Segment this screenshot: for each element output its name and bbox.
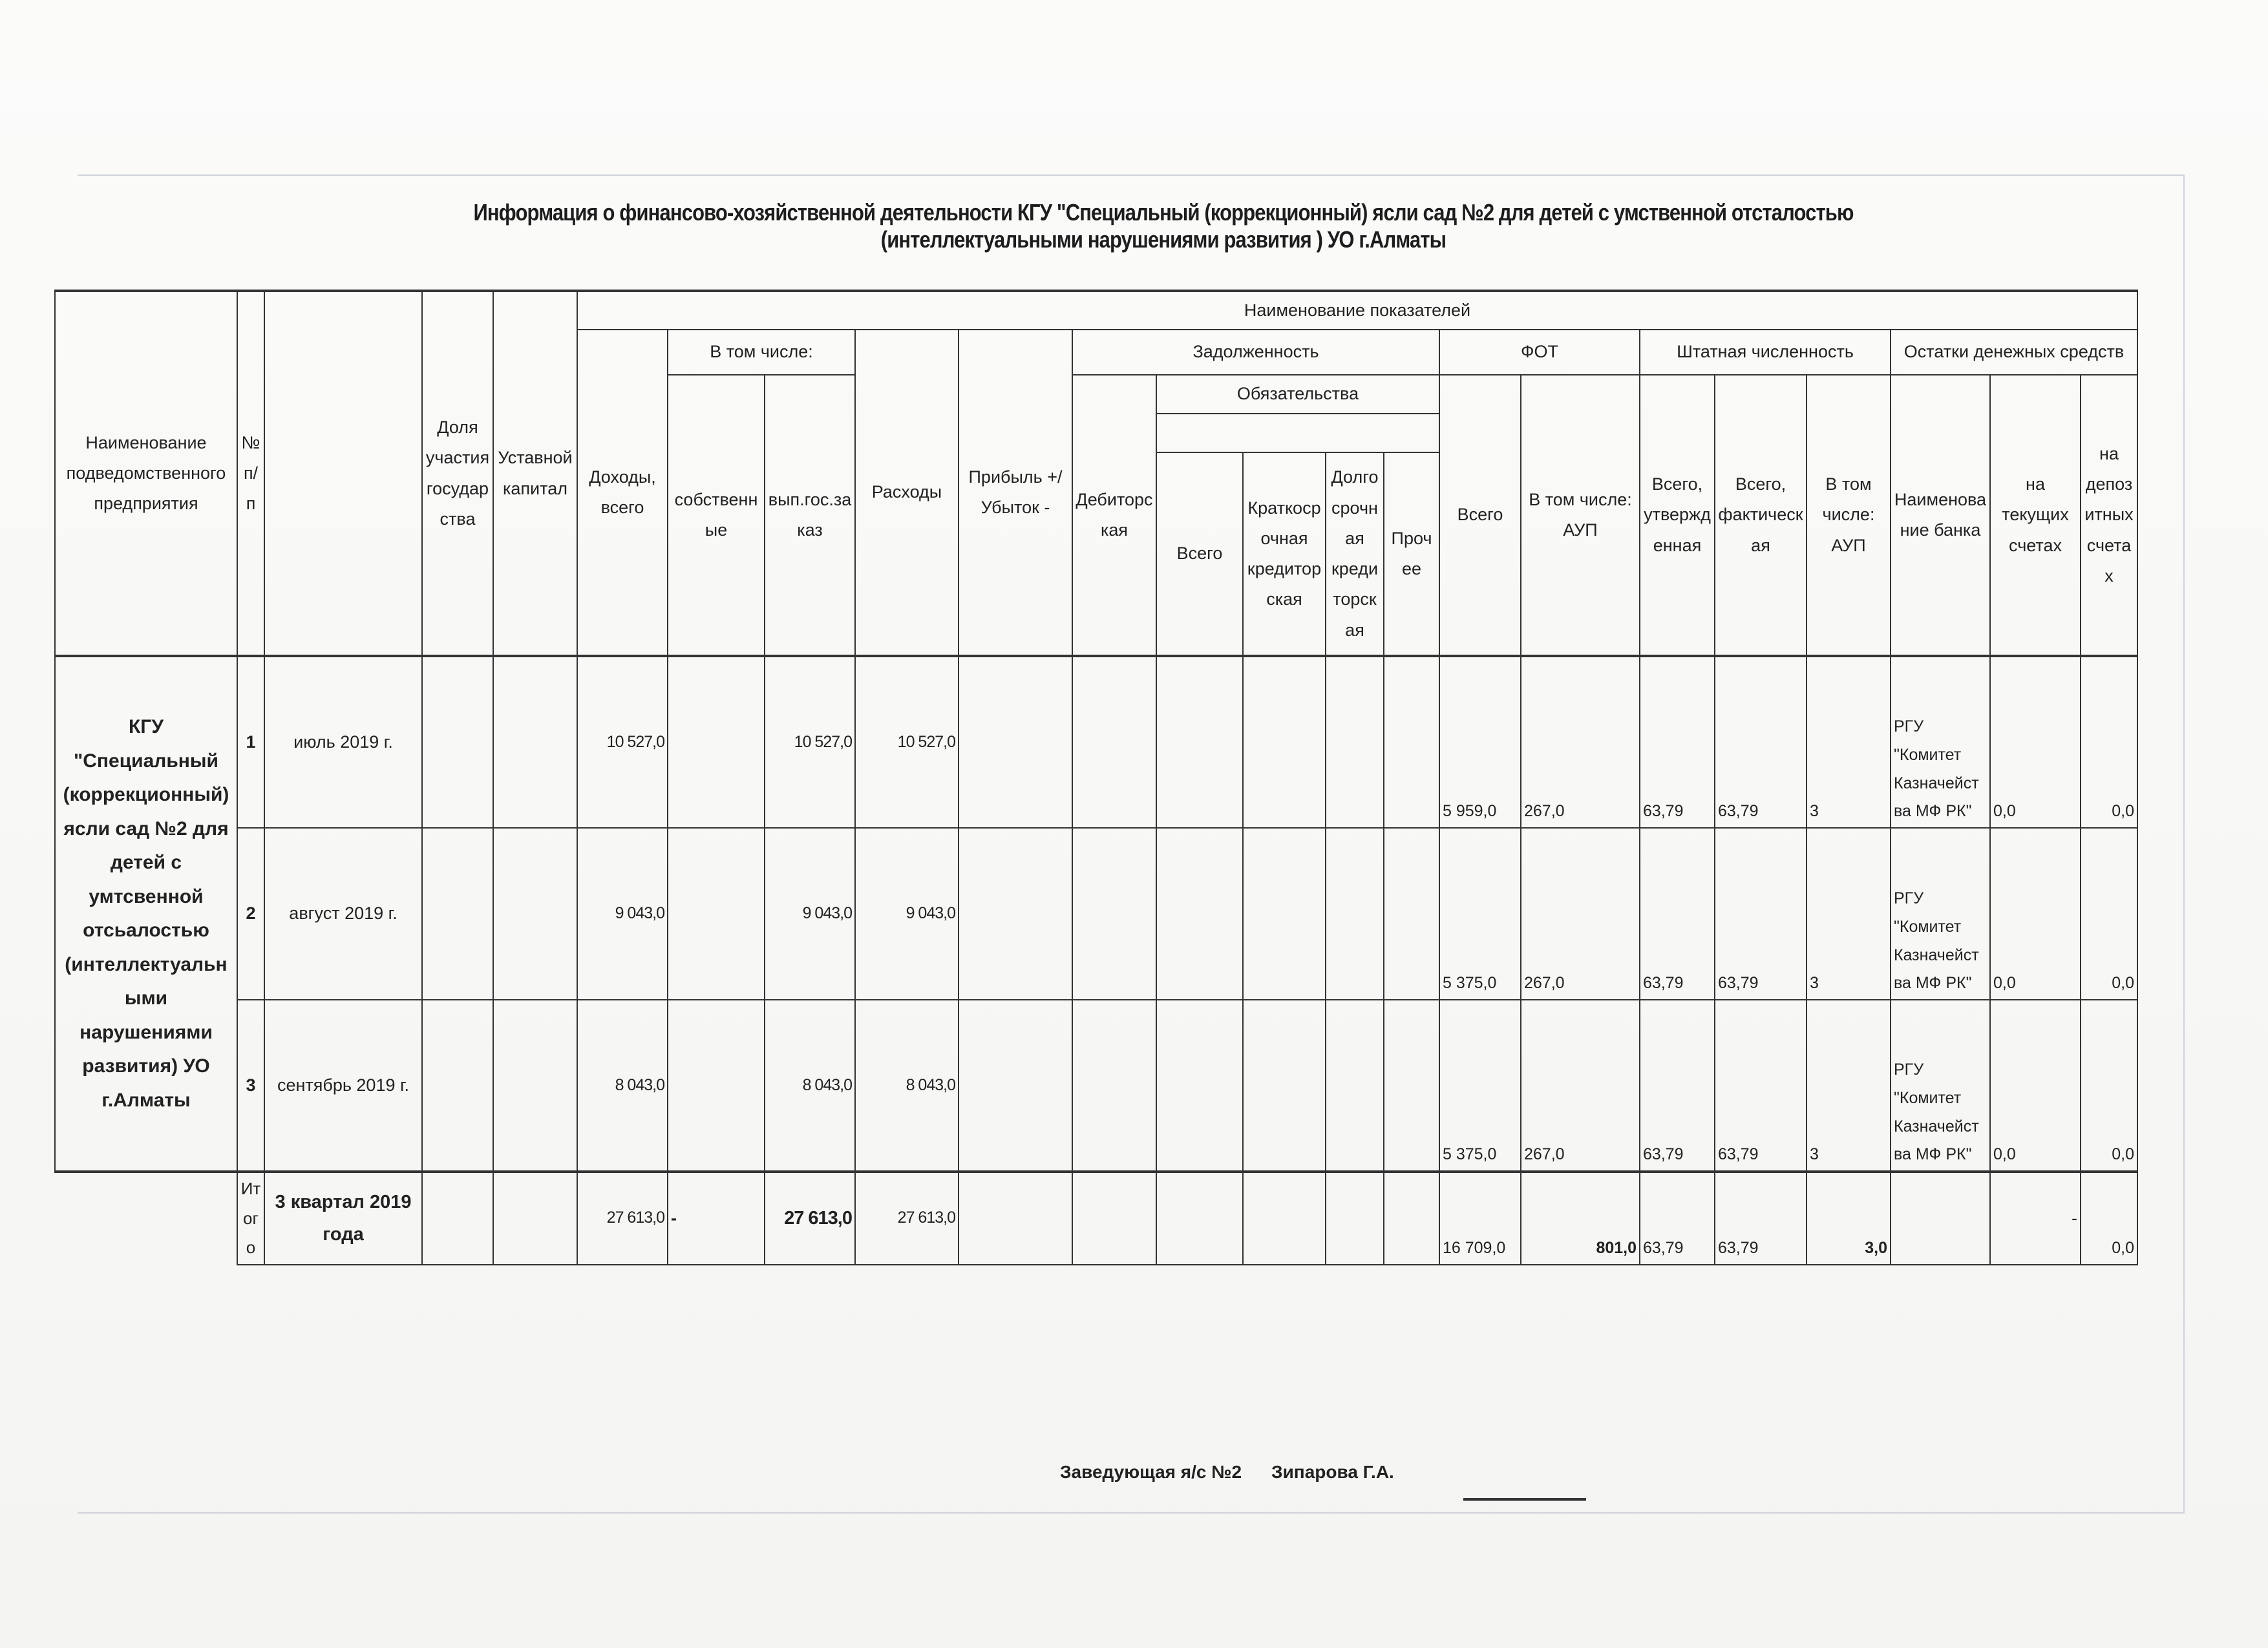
header-profit: Прибыль +/ Убыток - bbox=[959, 330, 1072, 656]
row-expenses: 8 043,0 bbox=[855, 1000, 959, 1172]
row-period: июль 2019 г. bbox=[264, 656, 422, 828]
total-obl-total bbox=[1156, 1172, 1243, 1265]
row-bank: РГУ "Комитет Казначейства МФ РК" bbox=[1891, 1000, 1990, 1172]
row-receivable bbox=[1072, 656, 1156, 828]
row-fot-total: 5 375,0 bbox=[1439, 828, 1521, 1000]
row-short-term bbox=[1243, 656, 1326, 828]
header-fot-total: Всего bbox=[1439, 375, 1521, 656]
header-gov-order: вып.гос.заказ bbox=[765, 375, 855, 656]
row-profit bbox=[959, 828, 1072, 1000]
row-fot-aup: 267,0 bbox=[1521, 656, 1640, 828]
row-period: сентябрь 2019 г. bbox=[264, 1000, 422, 1172]
header-short-term: Краткосрочная кредиторская bbox=[1243, 452, 1326, 656]
row-fot-aup: 267,0 bbox=[1521, 828, 1640, 1000]
total-period: 3 квартал 2019 года bbox=[264, 1172, 422, 1265]
header-staff-actual: Всего, фактическая bbox=[1715, 375, 1807, 656]
enterprise-name: КГУ "Специальный (коррекционный) ясли сад №2 для детей с умтсвенной отсьалостью (интеллектуальными нарушениями развития) УО г.Алматы bbox=[55, 656, 237, 1172]
row-gov: 8 043,0 bbox=[765, 1000, 855, 1172]
row-receivable bbox=[1072, 828, 1156, 1000]
row-obl-total bbox=[1156, 656, 1243, 828]
financial-table bbox=[54, 290, 2138, 1265]
total-approved: 63,79 bbox=[1640, 1172, 1715, 1265]
row-expenses: 9 043,0 bbox=[855, 828, 959, 1000]
row-other bbox=[1384, 656, 1439, 828]
row-bank: РГУ "Комитет Казначейства МФ РК" bbox=[1891, 828, 1990, 1000]
table-row bbox=[55, 828, 2137, 1000]
row-num: 1 bbox=[237, 656, 264, 828]
row-fot-aup: 267,0 bbox=[1521, 1000, 1640, 1172]
scan-frame-top bbox=[78, 174, 2185, 176]
header-capital: Уставной капитал bbox=[493, 291, 577, 656]
header-num: № п/п bbox=[237, 291, 264, 656]
header-current-acc: на текущих счетах bbox=[1990, 375, 2081, 656]
row-aup: 3 bbox=[1807, 1000, 1891, 1172]
header-obligations-sub bbox=[1384, 414, 1439, 452]
total-bank bbox=[1891, 1172, 1990, 1265]
table-row bbox=[55, 1000, 2137, 1172]
row-own bbox=[668, 656, 765, 828]
header-staff-approved: Всего, утвержденная bbox=[1640, 375, 1715, 656]
row-bank: РГУ "Комитет Казначейства МФ РК" bbox=[1891, 656, 1990, 828]
row-fot-total: 5 959,0 bbox=[1439, 656, 1521, 828]
row-approved: 63,79 bbox=[1640, 1000, 1715, 1172]
row-long-term bbox=[1326, 656, 1384, 828]
total-fot-aup: 801,0 bbox=[1521, 1172, 1640, 1265]
signature-line bbox=[1463, 1498, 1586, 1501]
row-income: 10 527,0 bbox=[577, 656, 668, 828]
row-own bbox=[668, 828, 765, 1000]
row-state-share bbox=[422, 828, 493, 1000]
row-expenses: 10 527,0 bbox=[855, 656, 959, 828]
row-period: август 2019 г. bbox=[264, 828, 422, 1000]
header-obl-total: Всего bbox=[1156, 452, 1243, 656]
signer-position: Заведующая я/с №2 bbox=[1060, 1462, 1242, 1482]
header-bank-name: Наименование банка bbox=[1891, 375, 1990, 656]
scan-frame-right bbox=[2183, 174, 2185, 1514]
row-deposit: 0,0 bbox=[2081, 828, 2137, 1000]
row-profit bbox=[959, 1000, 1072, 1172]
header-income-total: Доходы, всего bbox=[577, 330, 668, 656]
row-actual: 63,79 bbox=[1715, 656, 1807, 828]
header-other: Прочее bbox=[1384, 452, 1439, 656]
header-cash: Остатки денежных средств bbox=[1891, 330, 2137, 375]
row-capital bbox=[493, 828, 577, 1000]
header-indicators: Наименование показателей bbox=[577, 291, 2137, 330]
total-fot-total: 16 709,0 bbox=[1439, 1172, 1521, 1265]
row-income: 8 043,0 bbox=[577, 1000, 668, 1172]
row-current: 0,0 bbox=[1990, 1000, 2081, 1172]
signature-block bbox=[1060, 1462, 1424, 1483]
row-long-term bbox=[1326, 1000, 1384, 1172]
header-expenses: Расходы bbox=[855, 330, 959, 656]
total-receivable bbox=[1072, 1172, 1156, 1265]
total-own: - bbox=[668, 1172, 765, 1265]
header-obligations-sub bbox=[1326, 414, 1384, 452]
row-aup: 3 bbox=[1807, 656, 1891, 828]
total-aup: 3,0 bbox=[1807, 1172, 1891, 1265]
total-long-term bbox=[1326, 1172, 1384, 1265]
scan-frame-bottom bbox=[78, 1512, 2185, 1514]
row-current: 0,0 bbox=[1990, 656, 2081, 828]
header-own: собственные bbox=[668, 375, 765, 656]
row-state-share bbox=[422, 1000, 493, 1172]
total-profit bbox=[959, 1172, 1072, 1265]
row-deposit: 0,0 bbox=[2081, 656, 2137, 828]
row-other bbox=[1384, 828, 1439, 1000]
row-other bbox=[1384, 1000, 1439, 1172]
row-short-term bbox=[1243, 828, 1326, 1000]
header-period bbox=[264, 291, 422, 656]
header-fot: ФОТ bbox=[1439, 330, 1640, 375]
total-gov: 27 613,0 bbox=[765, 1172, 855, 1265]
row-num: 2 bbox=[237, 828, 264, 1000]
row-actual: 63,79 bbox=[1715, 828, 1807, 1000]
row-current: 0,0 bbox=[1990, 828, 2081, 1000]
row-income: 9 043,0 bbox=[577, 828, 668, 1000]
header-receivable: Дебиторская bbox=[1072, 375, 1156, 656]
row-state-share bbox=[422, 656, 493, 828]
total-deposit: 0,0 bbox=[2081, 1172, 2137, 1265]
header-fot-aup: В том числе: АУП bbox=[1521, 375, 1640, 656]
header-deposit-acc: на депозитных счетах bbox=[2081, 375, 2137, 656]
row-aup: 3 bbox=[1807, 828, 1891, 1000]
row-short-term bbox=[1243, 1000, 1326, 1172]
row-num: 3 bbox=[237, 1000, 264, 1172]
header-long-term: Долгосрочная кредиторская bbox=[1326, 452, 1384, 656]
header-obligations-sub bbox=[1156, 414, 1243, 452]
row-receivable bbox=[1072, 1000, 1156, 1172]
total-actual: 63,79 bbox=[1715, 1172, 1807, 1265]
header-staff-aup: В том числе: АУП bbox=[1807, 375, 1891, 656]
row-long-term bbox=[1326, 828, 1384, 1000]
document-title: Информация о финансово-хозяйственной деятельности КГУ "Специальный (коррекционный) ясли сад №2 для детей с умственной отсталостью (интеллектуальными нарушениями развития ) УО г.Алматы bbox=[473, 199, 1854, 253]
total-other bbox=[1384, 1172, 1439, 1265]
row-own bbox=[668, 1000, 765, 1172]
total-current: - bbox=[1990, 1172, 2081, 1265]
row-fot-total: 5 375,0 bbox=[1439, 1000, 1521, 1172]
row-obl-total bbox=[1156, 1000, 1243, 1172]
row-actual: 63,79 bbox=[1715, 1000, 1807, 1172]
header-obligations: Обязательства bbox=[1156, 375, 1439, 414]
total-blank bbox=[55, 1172, 237, 1265]
row-gov: 9 043,0 bbox=[765, 828, 855, 1000]
table-row bbox=[55, 656, 2137, 828]
total-label: Итого bbox=[237, 1172, 264, 1265]
header-obligations-sub bbox=[1243, 414, 1326, 452]
header-staff: Штатная численность bbox=[1640, 330, 1891, 375]
total-short-term bbox=[1243, 1172, 1326, 1265]
row-capital bbox=[493, 1000, 577, 1172]
row-obl-total bbox=[1156, 828, 1243, 1000]
row-profit bbox=[959, 656, 1072, 828]
row-approved: 63,79 bbox=[1640, 656, 1715, 828]
row-gov: 10 527,0 bbox=[765, 656, 855, 828]
total-state-share bbox=[422, 1172, 493, 1265]
header-debt: Задолженность bbox=[1072, 330, 1439, 375]
row-deposit: 0,0 bbox=[2081, 1000, 2137, 1172]
row-approved: 63,79 bbox=[1640, 828, 1715, 1000]
signer-name: Зипарова Г.А. bbox=[1271, 1462, 1394, 1482]
header-enterprise: Наименование подведомственного предприятия bbox=[55, 291, 237, 656]
total-row bbox=[55, 1172, 2137, 1265]
header-state-share: Доля участия государства bbox=[422, 291, 493, 656]
total-expenses: 27 613,0 bbox=[855, 1172, 959, 1265]
row-capital bbox=[493, 656, 577, 828]
total-income: 27 613,0 bbox=[577, 1172, 668, 1265]
header-incl: В том числе: bbox=[668, 330, 855, 375]
total-capital bbox=[493, 1172, 577, 1265]
